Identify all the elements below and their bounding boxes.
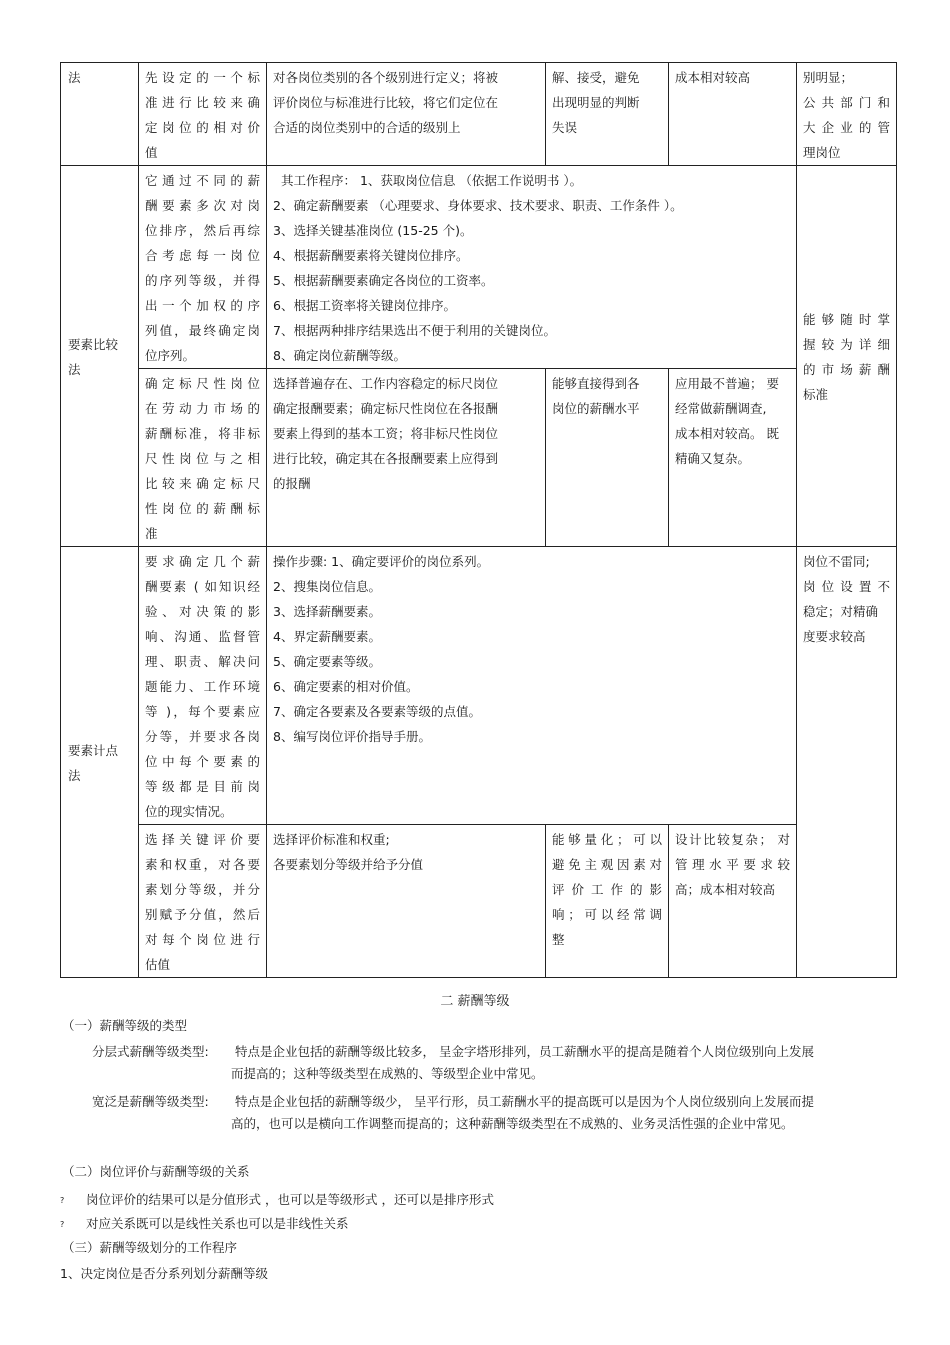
subheading-relationship: （二）岗位评价与薪酬等级的关系 [62,1164,250,1179]
cell-line: 它通过不同的薪 [145,173,260,188]
cell-line: 8、确定岗位薪酬等级。 [273,348,406,363]
cell-line: 值 [145,145,158,160]
procedure-cell [267,825,546,978]
cell-line: 各要素划分等级并给予分值 [273,857,424,872]
method-name: 要素比较 [68,337,119,352]
cell-line: 3、选择薪酬要素。 [273,604,381,619]
advantage-cell [546,369,669,547]
cell-line: 别明显； [803,70,854,85]
cell-line: 列值，最终确定岗 [145,323,260,338]
cell-line: 应用最不普遍； 要 [675,376,779,391]
cell-line: 大企业的管 [803,120,890,135]
section-title: 二 薪酬等级 [440,994,510,1009]
cell-line: 选择关键评价要 [145,832,260,847]
cell-line: 成本相对较高 [675,70,751,85]
description-cell [139,547,267,825]
cell-line: 薪酬标准，将非标 [145,426,260,441]
cell-line: 高；成本相对较高 [675,882,776,897]
bullet-icon: ? [60,1219,65,1229]
cell-line: 等级都是目前岗 [145,779,260,794]
cell-line: 标准 [803,387,829,402]
cell-line: 整 [552,932,565,947]
procedure-cell [267,63,546,166]
cell-line: 位中每个要素的 [145,754,260,769]
cell-line: 题能力、工作环境 [145,679,260,694]
method-name: 法 [68,70,81,85]
cell-line: 理、职责、解决问 [145,654,260,669]
cell-line: 素划分等级，并分 [145,882,260,897]
cell-line: 2、搜集岗位信息。 [273,579,381,594]
advantage-cell [546,825,669,978]
cell-line: 出现明显的判断 [552,95,640,110]
cell-line: 岗位设置不 [803,579,890,594]
cell-line: 选择评价标准和权重; [273,832,390,847]
cell-line: 要素上得到的基本工资；将非标尺性岗位 [273,426,499,441]
cell-line: 别赋予分值，然后 [145,907,260,922]
cell-line: 的市场薪酬 [803,362,890,377]
cell-line: 能够直接得到各 [552,376,640,391]
disadvantage-cell [669,369,797,547]
scope-cell [797,547,897,978]
cell-line: 选择普遍存在、工作内容稳定的标尺岗位 [273,376,499,391]
cell-line: 精确又复杂。 [675,451,751,466]
cell-line: 其工作程序： 1、获取岗位信息 （依据工作说明书 ）。 [281,173,583,188]
cell-line: 度要求较高 [803,629,866,644]
scope-cell [797,166,897,547]
cell-line: 稳定；对精确 [803,604,879,619]
type1-text: 而提高的；这种等级类型在成熟的、等级型企业中常见。 [231,1066,544,1081]
advantage-cell [546,63,669,166]
table-row [61,63,897,166]
cell-line: 解、接受，避免 [552,70,640,85]
cell-line: 的序列等级，并得 [145,273,260,288]
description-cell [139,369,267,547]
cell-line: 失误 [552,120,578,135]
cell-line: 管理水平要求较 [675,857,790,872]
type2-label: 宽泛是薪酬等级类型: [92,1094,209,1109]
bullet-item [60,1214,349,1235]
cell-line: 2、确定薪酬要素 （心理要求、身体要求、技术要求、职责、工作条件 ）。 [273,198,683,213]
cell-line: 成本相对较高。 既 [675,426,779,441]
table-row [61,369,897,547]
method-name-cell [61,63,139,166]
cell-line: 对各岗位类别的各个级别进行定义；将被 [273,70,499,85]
cell-line: 8、编写岗位评价指导手册。 [273,729,431,744]
cell-line: 估值 [145,957,171,972]
cell-line: 合考虑每一岗位 [145,248,260,263]
type2-text: 特点是企业包括的薪酬等级少， 呈平行形，员工薪酬水平的提高既可以是因为个人岗位级别向上发展而提 [235,1094,814,1109]
subheading-procedure: （三）薪酬等级划分的工作程序 [62,1240,238,1255]
cell-line: 4、界定薪酬要素。 [273,629,381,644]
cell-line: 6、根据工资率将关键岗位排序。 [273,298,456,313]
cell-line: 6、确定要素的相对价值。 [273,679,419,694]
bullet-text: 岗位评价的结果可以是分值形式 ，也可以是等级形式 ，还可以是排序形式 [86,1192,494,1207]
cell-line: 评价工作的影 [552,882,662,897]
step-item: 1、决定岗位是否分系列划分薪酬等级 [60,1266,268,1281]
table-row [61,547,897,825]
table-row [61,825,897,978]
cell-line: 酬要素 ( 如知识经 [145,579,260,594]
cell-line: 等 )，每个要素应 [145,704,260,719]
cell-line: 响；可以经常调 [552,907,662,922]
table-row [61,166,897,369]
disadvantage-cell [669,825,797,978]
bullet-item [60,1190,494,1211]
cell-line: 7、确定各要素及各要素等级的点值。 [273,704,481,719]
cell-line: 比较来确定标尺 [145,476,260,491]
cell-line: 确定报酬要素；确定标尺性岗位在各报酬 [273,401,499,416]
method-name: 要素计点 [68,743,119,758]
cell-line: 操作步骤: 1、确定要评价的岗位系列。 [273,554,490,569]
cell-line: 尺性岗位与之相 [145,451,260,466]
method-name: 法 [68,362,81,377]
cell-line: 合适的岗位类别中的合适的级别上 [273,120,461,135]
cell-line: 公共部门和 [803,95,890,110]
cell-line: 能够随时掌 [803,312,890,327]
cell-line: 4、根据薪酬要素将关键岗位排序。 [273,248,469,263]
cell-line: 岗位的薪酬水平 [552,401,640,416]
cell-line: 握较为详细 [803,337,890,352]
type2-text: 高的，也可以是横向工作调整而提高的；这种薪酬等级类型在不成熟的、业务灵活性强的企业中常见。 [231,1116,794,1131]
cell-line: 在劳动力市场的 [145,401,260,416]
cell-line: 响、沟通、监督管 [145,629,260,644]
cell-line: 先设定的一个标 [145,70,260,85]
cell-line: 酬要素多次对岗 [145,198,260,213]
cell-line: 避免主观因素对 [552,857,662,872]
procedure-cell [267,369,546,547]
cell-line: 位排序，然后再综 [145,223,260,238]
subheading-salary-grade-types: （一）薪酬等级的类型 [62,1018,188,1033]
cell-line: 岗位不雷同; [803,554,870,569]
cell-line: 位的现实情况。 [145,804,233,819]
procedure-cell [267,166,797,369]
cell-line: 3、选择关键基准岗位 (15-25 个)。 [273,223,473,238]
cell-line: 评价岗位与标准进行比较，将它们定位在 [273,95,499,110]
cell-line: 出一个加权的序 [145,298,260,313]
bullet-icon: ? [60,1195,65,1205]
cell-line: 能够量化；可以 [552,832,662,847]
cell-line: 7、根据两种排序结果选出不便于利用的关键岗位。 [273,323,556,338]
cell-line: 分等，并要求各岗 [145,729,260,744]
cell-line: 确定标尺性岗位 [145,376,260,391]
type1-text: 特点是企业包括的薪酬等级比较多， 呈金字塔形排列，员工薪酬水平的提高是随着个人岗位级别向上发展 [235,1044,814,1059]
cell-line: 定岗位的相对价 [145,120,260,135]
bullet-text: 对应关系既可以是线性关系也可以是非线性关系 [86,1216,349,1231]
cell-line: 理岗位 [803,145,841,160]
cell-line: 性岗位的薪酬标 [145,501,260,516]
method-name: 法 [68,768,81,783]
type1-label: 分层式薪酬等级类型: [92,1044,209,1059]
disadvantage-cell [669,63,797,166]
cell-line: 进行比较，确定其在各报酬要素上应得到 [273,451,499,466]
cell-line: 经常做薪酬调查, [675,401,767,416]
method-name-cell [61,166,139,547]
cell-line: 位序列。 [145,348,196,363]
job-evaluation-table [60,62,897,978]
description-cell [139,825,267,978]
cell-line: 准 [145,526,158,541]
cell-line: 要求确定几个薪 [145,554,260,569]
method-name-cell [61,547,139,978]
description-cell [139,166,267,369]
description-cell [139,63,267,166]
cell-line: 设计比较复杂； 对 [675,832,790,847]
cell-line: 的报酬 [273,476,311,491]
scope-cell [797,63,897,166]
cell-line: 验、对决策的影 [145,604,260,619]
cell-line: 准进行比较来确 [145,95,260,110]
cell-line: 5、确定要素等级。 [273,654,381,669]
cell-line: 对每个岗位进行 [145,932,260,947]
procedure-cell [267,547,797,825]
cell-line: 5、根据薪酬要素确定各岗位的工资率。 [273,273,494,288]
cell-line: 素和权重，对各要 [145,857,260,872]
